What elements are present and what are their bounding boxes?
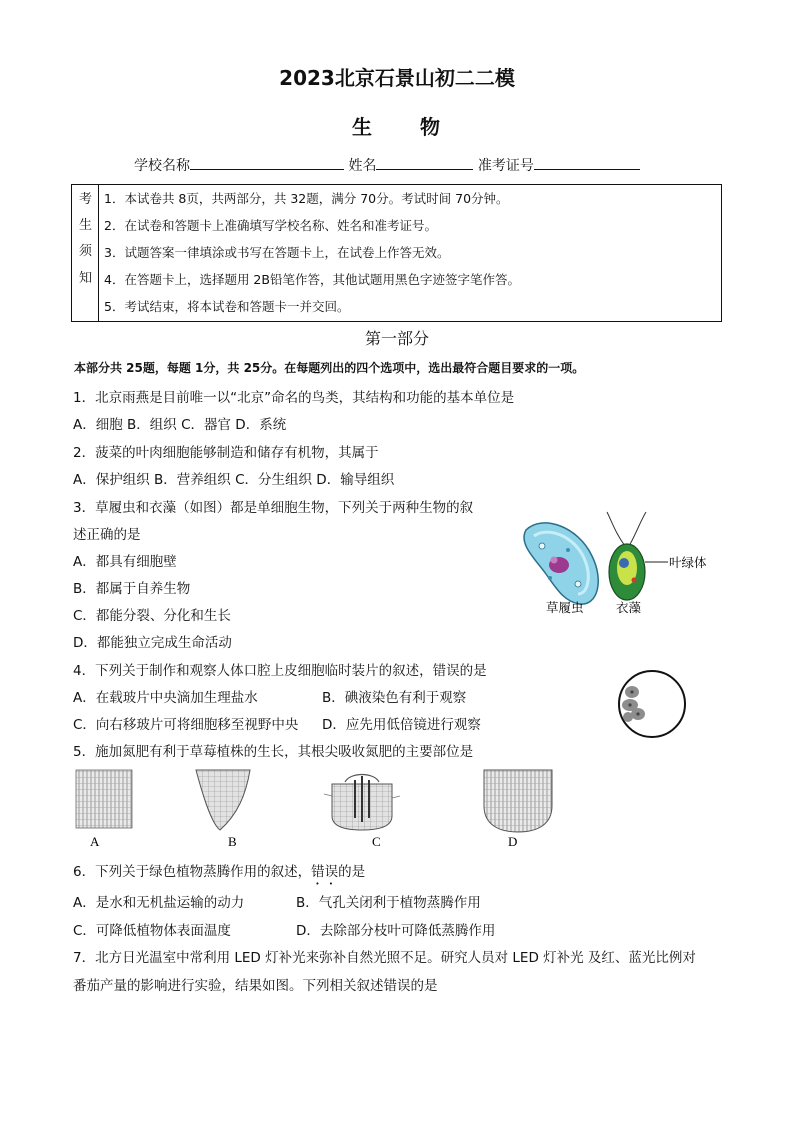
notice-box [71, 184, 722, 322]
root-region-c [324, 775, 400, 831]
notice-side-char: 生 [78, 218, 92, 233]
q5-stem: 5．施加氮肥有利于草莓植株的生长，其根尖吸收氮肥的主要部位是 [73, 744, 474, 760]
root-label-b: B [228, 834, 237, 849]
q6-option-a: A．是水和无机盐运输的动力 [73, 895, 245, 911]
q6-emphasis: 错误 [311, 864, 339, 880]
q2-options: A．保护组织 B．营养组织 C．分生组织 D．输导组织 [73, 472, 395, 488]
notice-item: 3．试题答案一律填涂或书写在答题卡上，在试卷上作答无效。 [104, 245, 450, 260]
root-region-a [76, 770, 132, 828]
notice-item: 4．在答题卡上，选择题用 2B铅笔作答，其他试题用黑色字迹签字笔作答。 [104, 272, 520, 287]
q3-option-d: D．都能独立完成生命活动 [73, 635, 232, 651]
notice-item: 1．本试卷共 8页，共两部分，共 32题，满分 70分。考试时间 70分钟。 [104, 191, 509, 206]
student-info-line [134, 155, 640, 175]
q6-stem [73, 860, 365, 888]
subject-char-1: 生 [352, 115, 374, 139]
q6-stem-text: 6．下列关于绿色植物蒸腾作用的叙述， [73, 864, 312, 880]
root-label-c: C [372, 834, 381, 849]
q3-option-b: B．都属于自养生物 [73, 581, 191, 597]
q3-option-c: C．都能分裂、分化和生长 [73, 608, 231, 624]
part-heading: 第一部分 [364, 329, 429, 348]
id-label: 准考证号 [477, 158, 534, 174]
q4-option-c: C．向右移玻片可将细胞移至视野中央 [73, 717, 299, 733]
q6-option-d: D．去除部分枝叶可降低蒸腾作用 [296, 923, 496, 939]
part-instruction: 本部分共 25题，每题 1分，共 25分。在每题列出的四个选项中，选出最符合题目要求的一项。 [74, 361, 585, 375]
id-blank[interactable] [534, 156, 640, 170]
q6-option-b: B．气孔关闭利于植物蒸腾作用 [296, 895, 481, 911]
q7-stem-cont: 番茄产量的影响进行实验，结果如图。下列相关叙述错误的是 [73, 978, 438, 994]
q5-root-tip-figure [70, 766, 570, 852]
school-blank[interactable] [190, 156, 344, 170]
notice-side-char: 知 [78, 271, 92, 286]
name-blank[interactable] [376, 156, 473, 170]
chlamydomonas-caption: 衣藻 [616, 600, 642, 615]
root-region-d [484, 770, 552, 832]
root-label-d: D [508, 834, 518, 849]
subject-title [0, 111, 794, 140]
paramecium-caption: 草履虫 [546, 600, 584, 615]
q4-stem: 4．下列关于制作和观察人体口腔上皮细胞临时装片的叙述，错误的是 [73, 663, 487, 679]
q6-stem-end: 的是 [338, 864, 366, 880]
q7-stem: 7．北方日光温室中常利用 LED 灯补光来弥补自然光照不足。研究人员对 LED 灯补光 及红、蓝光比例对 [73, 950, 696, 966]
q3-stem: 3．草履虫和衣藻（如图）都是单细胞生物，下列关于两种生物的叙 [73, 500, 474, 516]
notice-item: 2．在试卷和答题卡上准确填写学校名称、姓名和准考证号。 [104, 218, 437, 233]
notice-side-char: 须 [78, 244, 92, 259]
microscope-view-figure [618, 666, 688, 744]
notice-side-char: 考 [78, 192, 92, 207]
q3-stem-cont: 述正确的是 [73, 527, 141, 543]
chlamydomonas-illustration [607, 512, 668, 600]
notice-item: 5．考试结束，将本试卷和答题卡一并交回。 [104, 299, 350, 314]
chloroplast-label: 叶绿体 [669, 555, 707, 570]
q3-organisms-figure [512, 508, 717, 618]
q4-option-d: D．应先用低倍镜进行观察 [322, 717, 481, 733]
q1-options: A．细胞 B．组织 C．器官 D．系统 [73, 417, 287, 433]
notice-side-label [72, 185, 99, 321]
q1-stem: 1．北京雨燕是目前唯一以“北京”命名的鸟类，其结构和功能的基本单位是 [73, 390, 515, 406]
q6-option-c: C．可降低植物体表面温度 [73, 923, 231, 939]
paramecium-illustration [524, 523, 598, 604]
q2-stem: 2．菠菜的叶肉细胞能够制造和储存有机物，其属于 [73, 445, 379, 461]
root-region-b [196, 770, 250, 830]
name-label: 姓名 [348, 158, 377, 174]
subject-char-2: 物 [420, 115, 442, 139]
school-label: 学校名称 [134, 158, 190, 174]
q4-option-b: B．碘液染色有利于观察 [322, 690, 467, 706]
q4-option-a: A．在载玻片中央滴加生理盐水 [73, 690, 258, 706]
root-label-a: A [90, 834, 100, 849]
exam-title: 2023北京石景山初二二模 [279, 66, 515, 90]
q3-option-a: A．都具有细胞壁 [73, 554, 177, 570]
